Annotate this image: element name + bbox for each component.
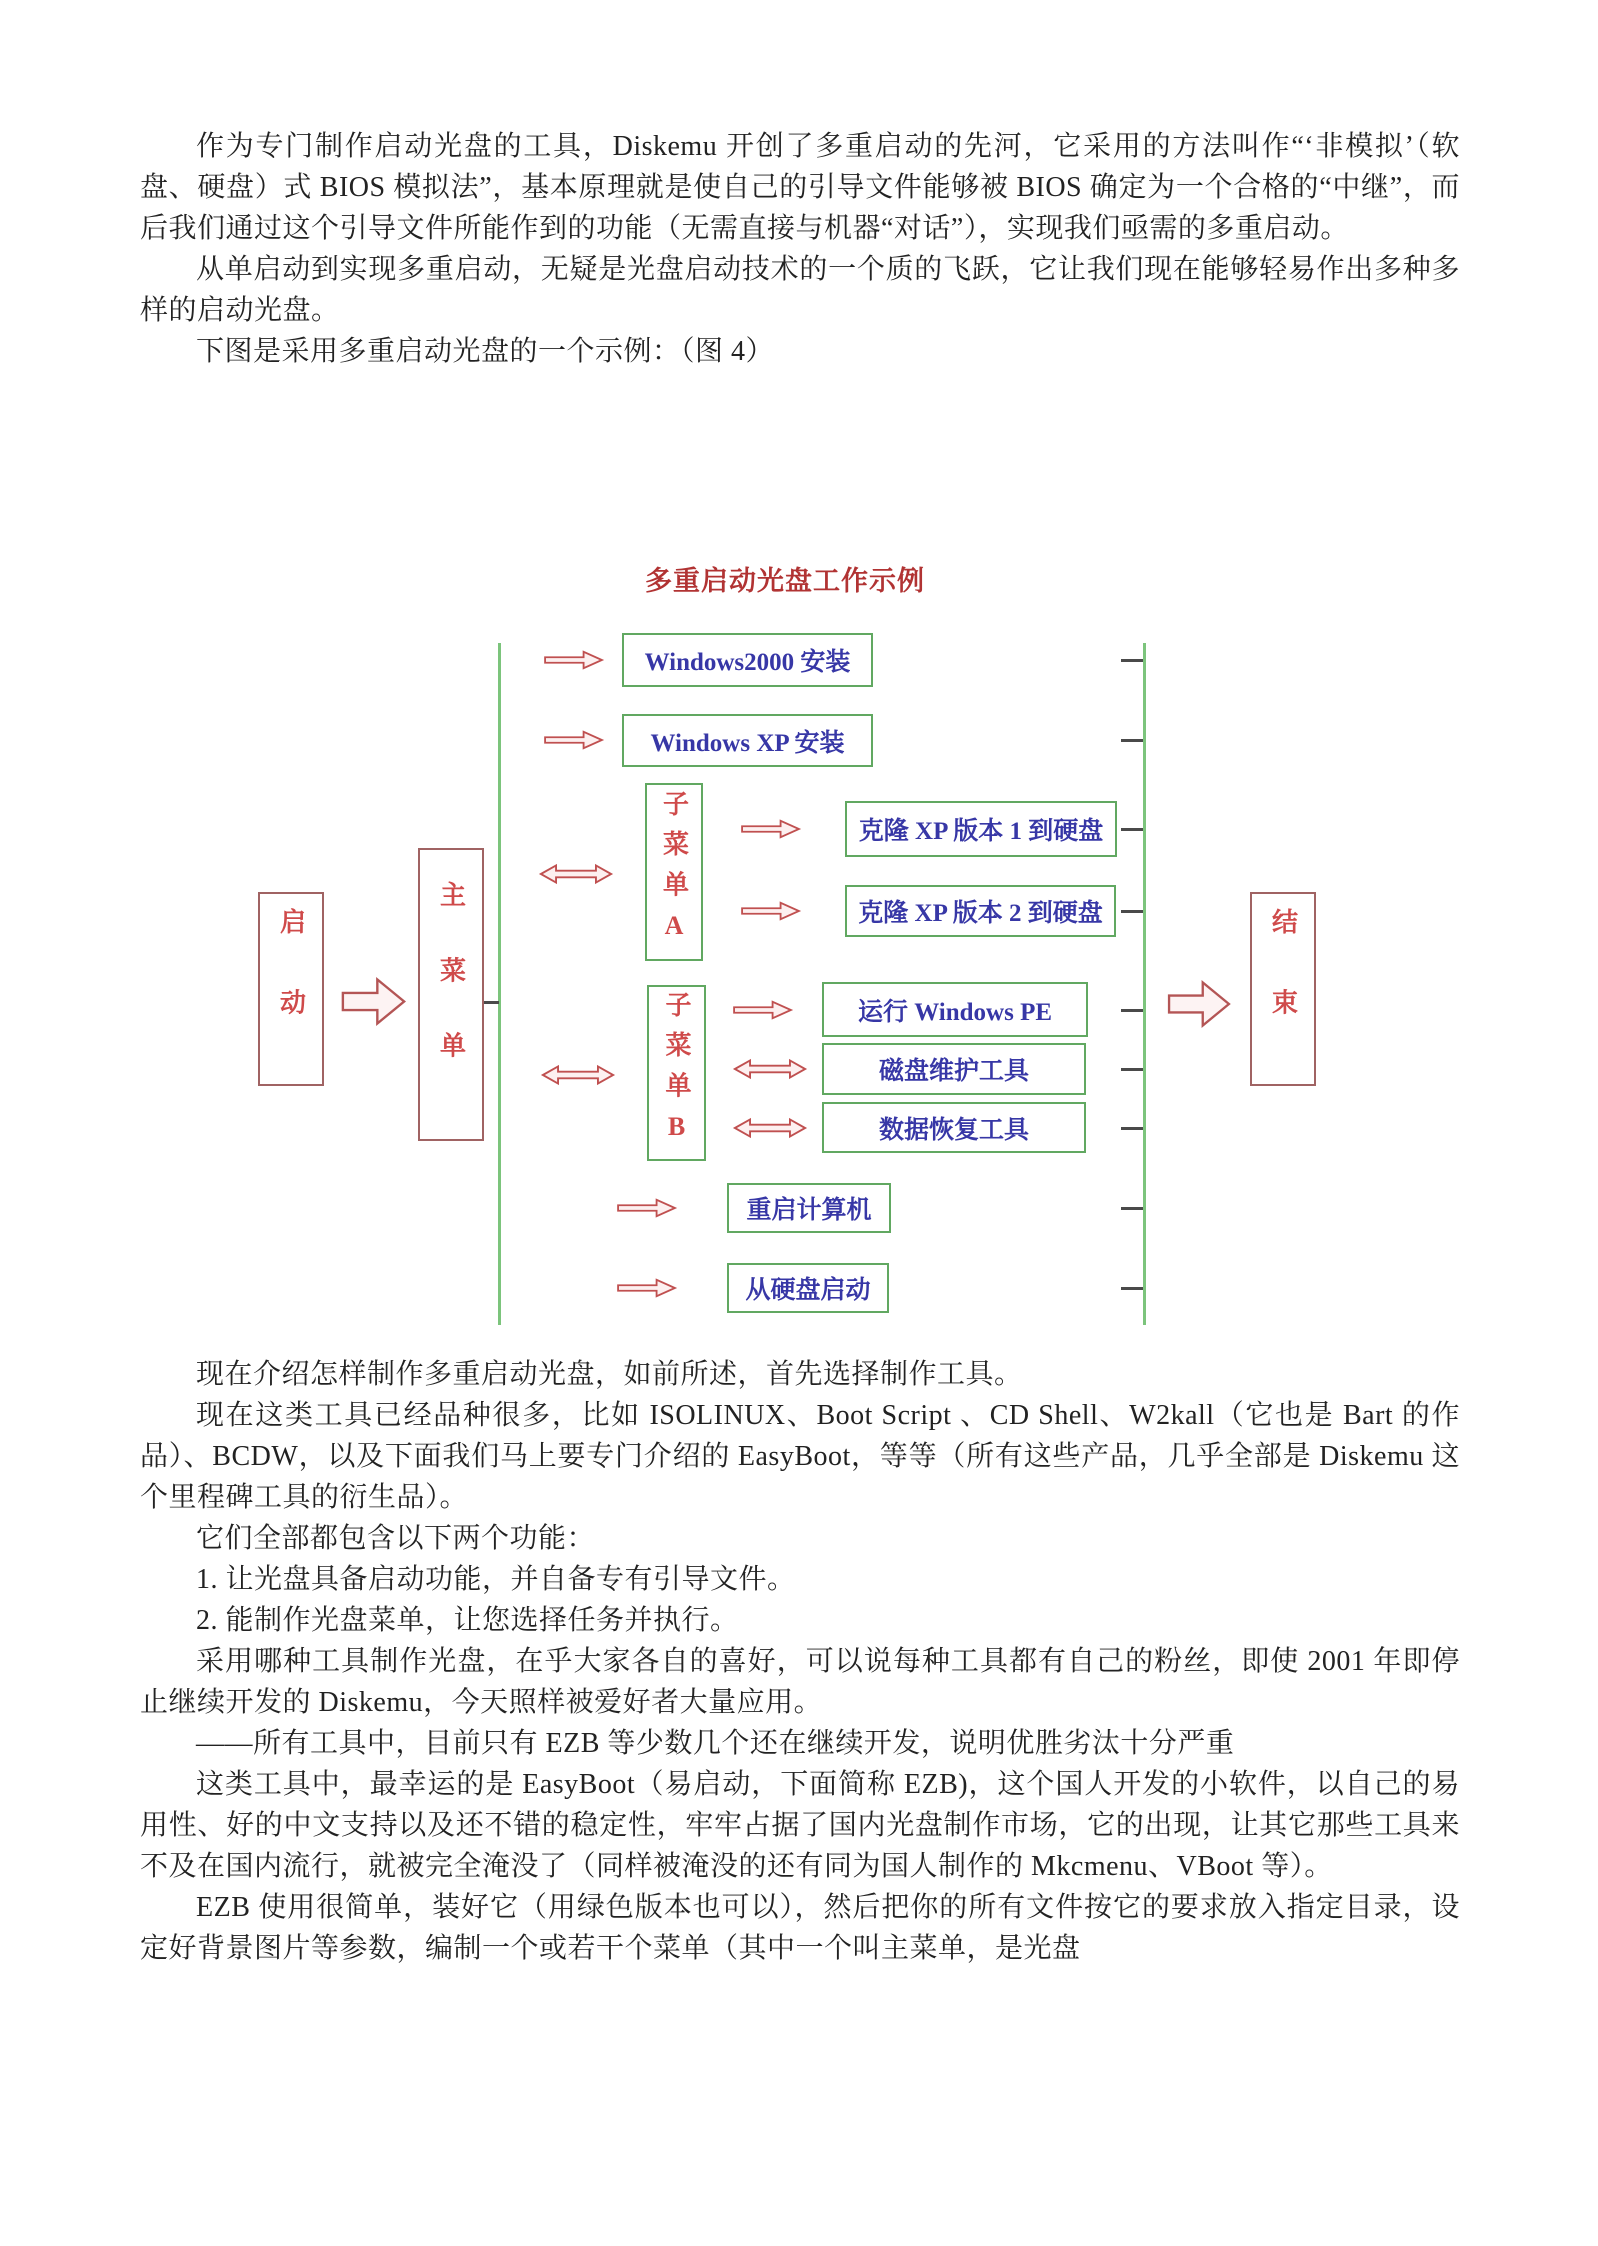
paragraph: 现在介绍怎样制作多重启动光盘，如前所述，首先选择制作工具。 [196,1359,1023,1390]
node-windows-pe: 运行 Windows PE [822,982,1088,1037]
arrow-right-icon [737,818,804,840]
tick-mark [1121,828,1143,831]
figure-4-multiboot-diagram [250,545,1340,1335]
tick-mark [1121,1009,1143,1012]
diagram-title: 多重启动光盘工作示例 [645,566,925,596]
arrow-double-icon [540,1062,616,1088]
arrow-right-icon [613,1277,680,1299]
arrow-right-icon [540,729,607,751]
paragraph: 1. 让光盘具备启动功能，并自备专有引导文件。 [196,1564,796,1595]
paragraph: 作为专门制作启动光盘的工具，Diskemu 开创了多重启动的先河，它采用的方法叫作“‘非模拟’（软盘、硬盘）式 BIOS 模拟法”，基本原理就是使自己的引导文件能够被 BIOS 确定为一个合格的“中继”，而后我们通过这个引导文件所能作到的功能（无需直接与机器“对话”），实现我们亟需的多重启动。 [140,131,1460,244]
arrow-double-icon [732,1115,808,1141]
node-recover-tools: 数据恢复工具 [822,1102,1086,1153]
paragraph: 下图是采用多重启动光盘的一个示例：（图 4） [196,336,775,367]
left-connector-line [498,643,501,1325]
node-end: 结束 [1250,892,1316,1086]
tick-mark [483,1001,499,1004]
tick-mark [1121,1207,1143,1210]
node-winxp: Windows XP 安装 [622,714,873,767]
arrow-right-icon [737,900,804,922]
node-submenu-a: 子菜单A [645,783,703,961]
paragraph: 这类工具中，最幸运的是 EasyBoot（易启动，下面简称 EZB)，这个国人开发的小软件，以自己的易用性、好的中文支持以及还不错的稳定性，牢牢占据了国内光盘制作市场，它的出现，让其它那些工具来不及在国内流行，就被完全淹没了（同样被淹没的还有同为国人制作的 Mkcmenu、VBoot 等）。 [140,1769,1460,1882]
right-connector-line [1143,643,1146,1325]
node-disk-tools: 磁盘维护工具 [822,1043,1086,1095]
arrow-right-icon [613,1197,680,1219]
paragraph: ——所有工具中，目前只有 EZB 等少数几个还在继续开发，说明优胜劣汰十分严重 [196,1728,1235,1759]
node-reboot: 重启计算机 [727,1183,891,1233]
paragraph: 从单启动到实现多重启动，无疑是光盘启动技术的一个质的飞跃，它让我们现在能够轻易作出多种多样的启动光盘。 [140,254,1460,326]
tick-mark [1121,1068,1143,1071]
arrow-right-icon [540,649,607,671]
paragraph: 它们全部都包含以下两个功能： [196,1523,596,1554]
lower-text-block [140,1354,1460,1969]
node-boot-hdd: 从硬盘启动 [727,1263,889,1313]
tick-mark [1121,1287,1143,1290]
tick-mark [1121,659,1143,662]
tick-mark [1121,739,1143,742]
node-start: 启动 [258,892,324,1086]
node-clone2: 克隆 XP 版本 2 到硬盘 [845,885,1116,937]
arrow-right-icon [729,999,796,1021]
node-submenu-b: 子菜单B [647,985,706,1161]
arrow-double-icon [732,1056,808,1082]
upper-text-block [140,126,1460,372]
paragraph: 现在这类工具已经品种很多，比如 ISOLINUX、Boot Script 、CD Shell、W2kall（它也是 Bart 的作品）、BCDW，以及下面我们马上要专门介绍的 EasyBoot，等等（所有这些产品，几乎全部是 Diskemu 这个里程碑工具的衍生品）。 [140,1400,1460,1513]
arrow-double-icon [538,861,614,887]
node-win2000: Windows2000 安装 [622,633,873,687]
big-arrow-right-icon [1158,975,1240,1033]
paragraph: 采用哪种工具制作光盘，在乎大家各自的喜好，可以说每种工具都有自己的粉丝，即使 2001 年即停止继续开发的 Diskemu，今天照样被爱好者大量应用。 [140,1646,1460,1718]
node-clone1: 克隆 XP 版本 1 到硬盘 [845,801,1117,857]
paragraph: EZB 使用很简单，装好它（用绿色版本也可以），然后把你的所有文件按它的要求放入指定目录，设定好背景图片等参数，编制一个或若干个菜单（其中一个叫主菜单，是光盘 [140,1892,1460,1964]
tick-mark [1121,1127,1143,1130]
big-arrow-right-icon [340,970,407,1033]
paragraph: 2. 能制作光盘菜单，让您选择任务并执行。 [196,1605,739,1636]
node-main-menu: 主菜单 [418,848,484,1141]
tick-mark [1121,910,1143,913]
